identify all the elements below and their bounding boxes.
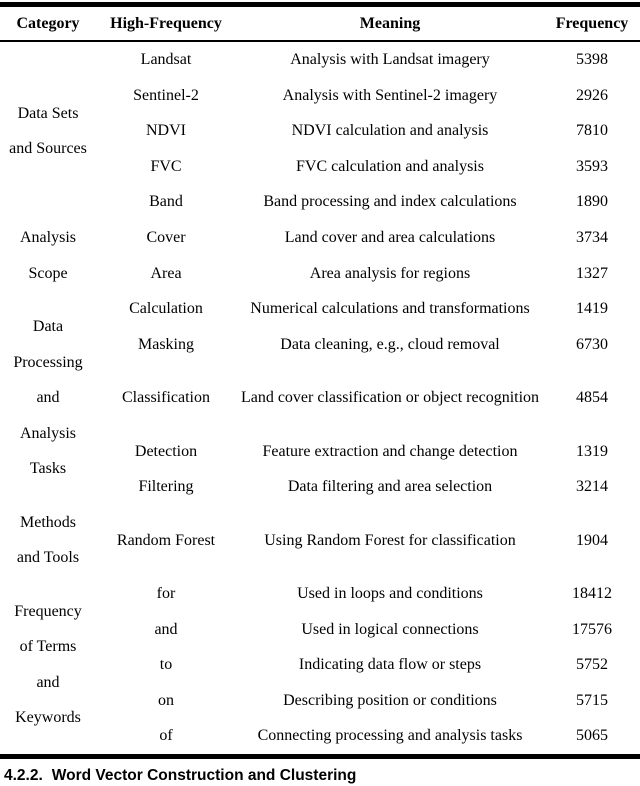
table-row xyxy=(0,184,640,220)
term-cell: and xyxy=(154,620,178,638)
category-line: and xyxy=(36,389,60,407)
table-row xyxy=(0,683,640,719)
term-cell: Band xyxy=(149,193,183,211)
frequency-cell: 5398 xyxy=(576,51,608,68)
meaning-cell: Data filtering and area selection xyxy=(287,478,493,496)
term-cell: on xyxy=(158,691,174,709)
category-cell xyxy=(0,505,96,576)
meaning-cell: Using Random Forest for classification xyxy=(264,531,516,549)
table-row xyxy=(0,469,640,505)
column-header-frequency: Frequency xyxy=(544,5,640,42)
meaning-cell: FVC calculation and analysis xyxy=(296,157,484,175)
term-cell: of xyxy=(159,727,173,745)
category-line: Scope xyxy=(28,264,68,282)
category-line: Methods xyxy=(20,513,76,531)
table-row xyxy=(0,41,640,78)
term-cell: Cover xyxy=(146,228,186,246)
frequency-cell: 5065 xyxy=(576,727,608,745)
table-header-row xyxy=(0,5,640,42)
frequency-cell: 1319 xyxy=(576,442,608,460)
frequency-cell: 1419 xyxy=(576,300,608,318)
frequency-cell: 1904 xyxy=(576,531,608,549)
section-title: Word Vector Construction and Clustering xyxy=(51,766,357,784)
meaning-cell: Analysis with Landsat imagery xyxy=(290,51,490,68)
meaning-cell: Land cover classification or object recognition xyxy=(240,389,540,407)
table-row xyxy=(0,256,640,292)
category-cell xyxy=(0,291,96,505)
category-line: Processing xyxy=(13,353,83,371)
meaning-cell: Band processing and index calculations xyxy=(263,193,517,211)
table-row xyxy=(0,291,640,327)
meaning-cell: Connecting processing and analysis tasks xyxy=(257,727,523,745)
frequency-cell: 18412 xyxy=(572,584,612,602)
term-cell: to xyxy=(159,656,173,674)
term-cell: Calculation xyxy=(129,300,203,318)
frequency-cell: 4854 xyxy=(576,389,608,407)
column-header-meaning: Meaning xyxy=(236,5,544,42)
high-frequency-terms-table xyxy=(0,2,640,759)
category-line: and xyxy=(36,673,60,691)
table-row xyxy=(0,505,640,576)
column-header-category: Category xyxy=(0,5,96,42)
section-number: 4.2.2. xyxy=(4,766,43,784)
term-cell: Classification xyxy=(122,389,210,407)
frequency-cell: 3734 xyxy=(576,228,608,246)
meaning-cell: Used in logical connections xyxy=(301,620,479,638)
category-line: Keywords xyxy=(15,709,81,727)
frequency-cell: 3214 xyxy=(576,478,608,496)
meaning-cell: Used in loops and conditions xyxy=(297,584,483,602)
category-line: of Terms xyxy=(19,638,77,656)
table-row xyxy=(0,576,640,612)
table-row xyxy=(0,220,640,256)
frequency-cell: 1327 xyxy=(576,264,608,282)
table-row xyxy=(0,113,640,149)
table-row xyxy=(0,434,640,470)
meaning-cell: Land cover and area calculations xyxy=(284,228,496,246)
frequency-cell: 3593 xyxy=(576,157,608,175)
category-line: Analysis xyxy=(20,424,76,442)
frequency-cell: 1890 xyxy=(576,193,608,211)
meaning-cell: NDVI calculation and analysis xyxy=(291,122,489,140)
term-cell: Sentinel-2 xyxy=(133,86,199,104)
category-line: and Tools xyxy=(16,549,80,567)
frequency-cell: 17576 xyxy=(572,620,612,638)
frequency-cell: 6730 xyxy=(576,335,608,353)
category-line: Data Sets xyxy=(17,104,79,122)
table-row xyxy=(0,327,640,363)
meaning-cell: Numerical calculations and transformations xyxy=(250,300,530,318)
term-cell: Detection xyxy=(134,442,198,460)
meaning-cell: Analysis with Sentinel-2 imagery xyxy=(282,86,498,104)
table-row xyxy=(0,78,640,114)
term-cell: Filtering xyxy=(138,478,194,496)
meaning-cell: Area analysis for regions xyxy=(309,264,471,282)
frequency-cell: 5752 xyxy=(576,656,608,674)
frequency-cell: 2926 xyxy=(576,86,608,104)
meaning-cell: Indicating data flow or steps xyxy=(298,656,482,674)
category-cell xyxy=(0,576,96,756)
column-header-high-frequency: High-Frequency xyxy=(96,5,236,42)
category-line: Analysis xyxy=(20,229,76,247)
term-cell: Masking xyxy=(138,335,194,353)
meaning-cell: Describing position or conditions xyxy=(283,691,497,709)
table-row xyxy=(0,362,640,433)
category-cell xyxy=(0,41,96,184)
meaning-cell: Data cleaning, e.g., cloud removal xyxy=(280,335,500,353)
frequency-cell: 7810 xyxy=(576,122,608,140)
table-row xyxy=(0,718,640,756)
category-cell xyxy=(0,184,96,291)
category-line: Data xyxy=(32,317,64,335)
table-row xyxy=(0,149,640,185)
term-cell: FVC xyxy=(150,157,182,175)
category-line: Tasks xyxy=(29,460,67,478)
table-row xyxy=(0,612,640,648)
term-cell: Random Forest xyxy=(116,531,216,549)
table-row xyxy=(0,647,640,683)
term-cell: Landsat xyxy=(140,51,192,68)
meaning-cell: Feature extraction and change detection xyxy=(262,442,518,460)
section-heading xyxy=(4,766,640,785)
category-line: and Sources xyxy=(9,140,87,158)
frequency-cell: 5715 xyxy=(576,691,608,709)
term-cell: Area xyxy=(150,264,182,282)
category-line: Frequency xyxy=(14,602,82,620)
term-cell: NDVI xyxy=(146,122,186,140)
term-cell: for xyxy=(156,584,176,602)
